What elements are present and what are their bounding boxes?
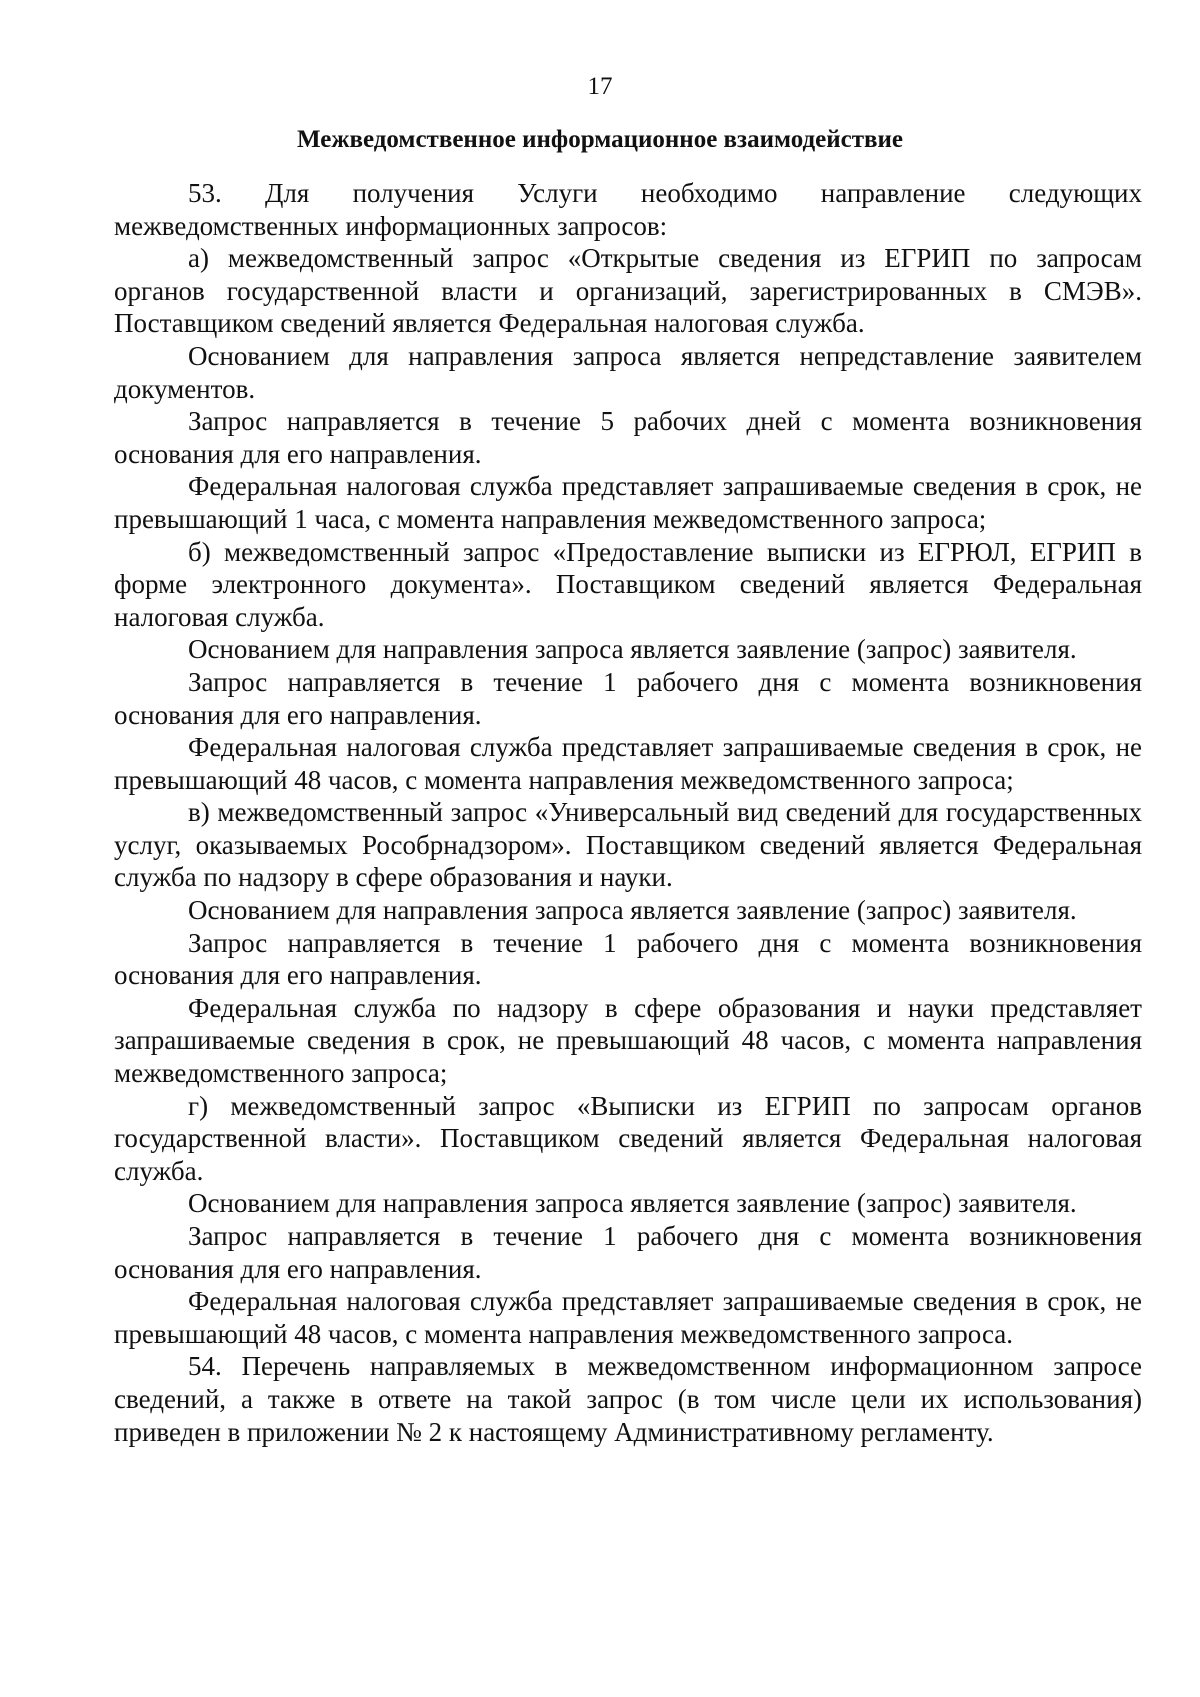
paragraph-request-g-response: Федеральная налоговая служба представляет запрашиваемые сведения в срок, не превышающий 48 часов, с момента направления межведомственного запроса.: [114, 1286, 1142, 1349]
paragraph-request-g-timing: Запрос направляется в течение 1 рабочего дня с момента возникновения основания для его направления.: [114, 1221, 1142, 1284]
page-number: 17: [587, 73, 613, 100]
paragraph-53-intro: 53. Для получения Услуги необходимо направление следующих межведомственных информационных запросов:: [114, 178, 1142, 241]
paragraph-request-b-timing: Запрос направляется в течение 1 рабочего дня с момента возникновения основания для его направления.: [114, 666, 1142, 730]
paragraph-request-v-response: Федеральная служба по надзору в сфере образования и науки представляет запрашиваемые сведения в срок, не превышающий 48 часов, с момента направления межведомственного запроса;: [114, 992, 1142, 1089]
paragraph-request-b-basis: Основанием для направления запроса является заявление (запрос) заявителя.: [188, 634, 1077, 665]
paragraph-request-g-basis: Основанием для направления запроса является заявление (запрос) заявителя.: [188, 1188, 1077, 1219]
paragraph-request-b: б) межведомственный запрос «Предоставление выписки из ЕГРЮЛ, ЕГРИП в форме электронного документа». Поставщиком сведений является Федеральная налоговая служба.: [114, 536, 1142, 632]
paragraph-request-a: а) межведомственный запрос «Открытые сведения из ЕГРИП по запросам органов государственной власти и организаций, зарегистрированных в СМЭВ». Поставщиком сведений является Федеральная налоговая служба.: [114, 243, 1142, 339]
paragraph-request-g: г) межведомственный запрос «Выписки из ЕГРИП по запросам органов государственной власти». Поставщиком сведений является Федеральная налоговая служба.: [114, 1090, 1142, 1186]
paragraph-request-v-timing: Запрос направляется в течение 1 рабочего дня с момента возникновения основания для его направления.: [114, 927, 1142, 991]
document-body: [114, 177, 1142, 1448]
paragraph-request-a-timing: Запрос направляется в течение 5 рабочих дней с момента возникновения основания для его направления.: [114, 406, 1142, 469]
paragraph-request-v-basis: Основанием для направления запроса является заявление (запрос) заявителя.: [188, 895, 1077, 926]
paragraph-request-a-basis: Основанием для направления запроса является непредставление заявителем документов.: [114, 340, 1142, 404]
paragraph-request-a-response: Федеральная налоговая служба представляет запрашиваемые сведения в срок, не превышающий 1 часа, с момента направления межведомственного запроса;: [114, 471, 1142, 534]
paragraph-request-v: в) межведомственный запрос «Универсальный вид сведений для государственных услуг, оказываемых Рособрнадзором». Поставщиком сведений является Федеральная служба по надзору в сфере образования и науки.: [114, 797, 1142, 893]
paragraph-54-list: 54. Перечень направляемых в межведомственном информационном запросе сведений, а также в ответе на такой запрос (в том числе цели их использования) приведен в приложении № 2 к настоящему Административному регламенту.: [114, 1351, 1142, 1447]
paragraph-request-b-response: Федеральная налоговая служба представляет запрашиваемые сведения в срок, не превышающий 48 часов, с момента направления межведомственного запроса;: [114, 732, 1142, 795]
section-title: Межведомственное информационное взаимодействие: [297, 126, 903, 153]
